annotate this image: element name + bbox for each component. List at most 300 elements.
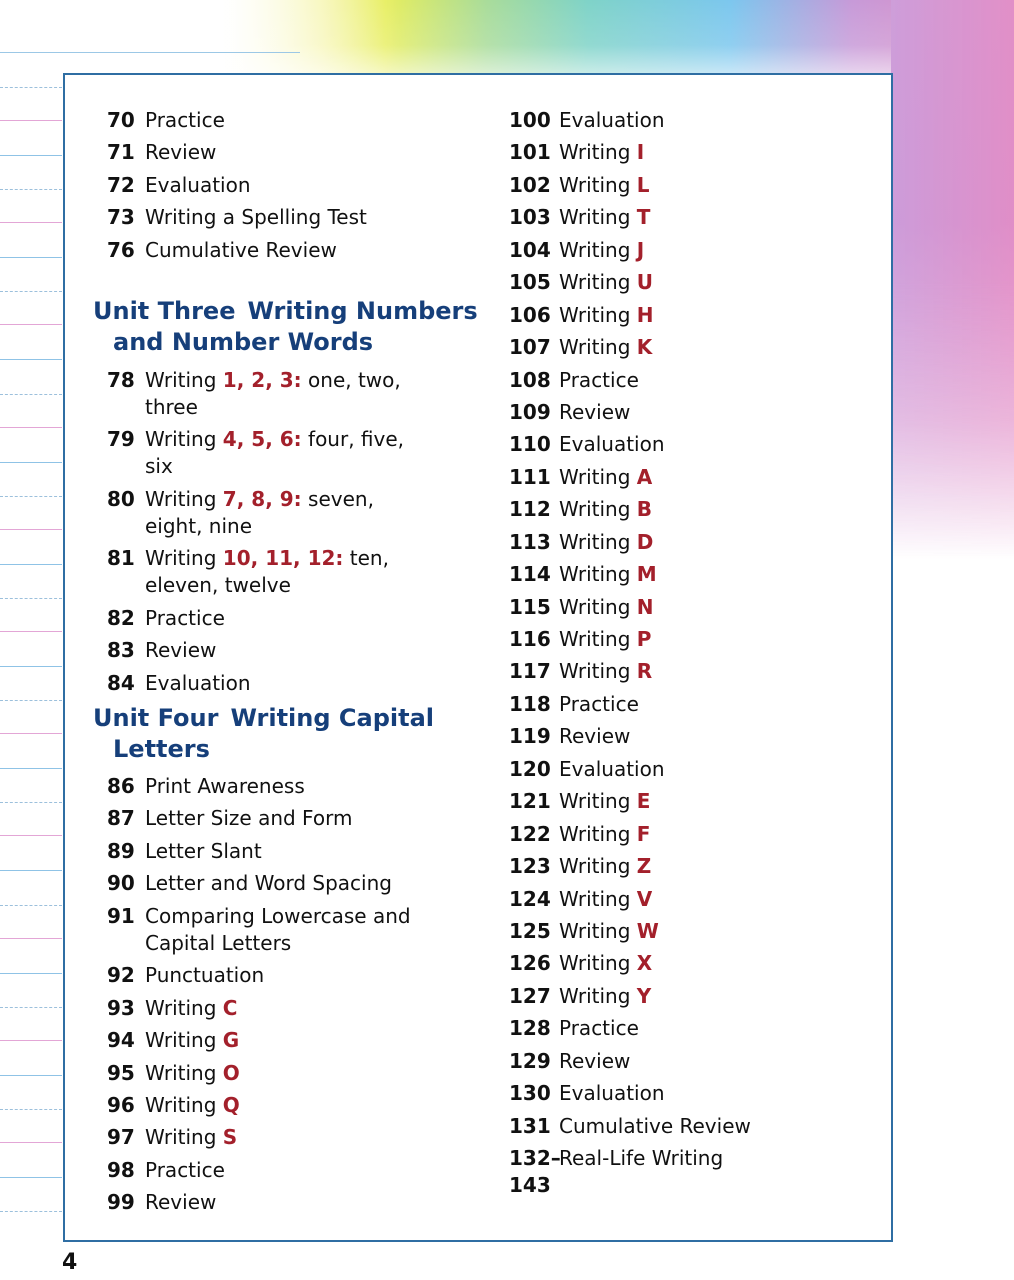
toc-entry: [107, 1157, 427, 1184]
top-rule-line: [0, 52, 300, 53]
unit-three-title-line1: Writing Numbers: [247, 297, 478, 325]
entry-text: Letter and Word Spacing: [145, 871, 392, 896]
page-ref: 79: [107, 427, 135, 452]
entry-title: [559, 691, 639, 718]
entry-text: Writing: [559, 302, 637, 327]
page-ref: 80: [107, 486, 135, 511]
entry-text: Writing: [559, 562, 637, 587]
toc-entry: [509, 691, 849, 718]
entry-text: Real-Life Writing: [559, 1146, 724, 1170]
page-ref: 76: [107, 237, 135, 262]
page-ref: 70: [107, 108, 135, 132]
page-ref: 73: [107, 205, 135, 230]
toc-entry: [509, 594, 849, 621]
toc-entry: [107, 903, 427, 957]
page-ref: 121: [509, 789, 551, 814]
highlighted-characters: R: [636, 659, 653, 684]
entry-text: Review: [559, 1048, 631, 1073]
entry-text: Practice: [559, 367, 639, 392]
highlighted-characters: B: [636, 497, 653, 522]
guide-line: [0, 700, 62, 701]
guide-line: [0, 155, 62, 156]
toc-entry: [509, 658, 849, 685]
toc-entry: [107, 605, 407, 632]
page-ref: 84: [107, 670, 135, 695]
entry-text: Writing: [145, 1125, 223, 1150]
entry-title: [559, 172, 650, 199]
highlighted-characters: S: [222, 1125, 238, 1150]
page-ref: 96: [107, 1092, 135, 1117]
guide-line: [0, 120, 62, 121]
entry-text-rest: four, five, six: [145, 427, 405, 479]
entry-title: [559, 626, 651, 653]
toc-entry: [107, 838, 427, 865]
toc-entry: [509, 334, 849, 361]
entry-title: [559, 1113, 751, 1140]
entry-title: [145, 870, 392, 897]
toc-entry: [107, 995, 427, 1022]
entry-text: Practice: [145, 605, 225, 630]
guide-line: [0, 496, 62, 497]
toc-entry: [509, 399, 849, 426]
entry-text: Cumulative Review: [145, 237, 337, 262]
left-column-section-a: [107, 107, 467, 269]
entry-text: Evaluation: [559, 108, 665, 132]
highlighted-characters: U: [636, 270, 654, 295]
guide-line: [0, 733, 62, 734]
toc-entry: [107, 637, 407, 664]
entry-title: [145, 1060, 240, 1087]
entry-text: Writing: [145, 995, 223, 1020]
highlighted-characters: Q: [222, 1092, 240, 1117]
guide-line: [0, 835, 62, 836]
entry-title: [559, 237, 644, 264]
page-ref: 125: [509, 918, 551, 943]
highlighted-characters: X: [636, 951, 653, 976]
toc-entry: [509, 886, 849, 913]
highlighted-characters: 1, 2, 3:: [222, 368, 302, 392]
entry-title: [559, 918, 659, 945]
entry-text: Evaluation: [145, 670, 251, 695]
guide-line: [0, 222, 62, 223]
entry-text: Review: [145, 638, 217, 663]
page-ref: 93: [107, 995, 135, 1020]
page-ref: 98: [107, 1157, 135, 1182]
toc-entry: [509, 756, 849, 783]
entry-title: [145, 139, 216, 166]
page-ref: 131: [509, 1113, 551, 1138]
toc-entry: [107, 805, 427, 832]
toc-entry: [107, 670, 407, 697]
entry-text: Writing: [559, 983, 637, 1008]
page-ref: 78: [107, 368, 135, 392]
page-ref: 82: [107, 605, 135, 630]
entry-title: [145, 367, 407, 421]
page-ref: 113: [509, 529, 551, 554]
entry-text: Writing: [145, 1092, 223, 1117]
highlighted-characters: 10, 11, 12:: [222, 546, 344, 571]
entry-title: [559, 1048, 630, 1075]
entry-title: [559, 950, 652, 977]
page-ref: 117: [509, 659, 551, 684]
entry-text-rest: ten, eleven, twelve: [145, 546, 389, 598]
page-ref: 122: [509, 821, 551, 846]
entry-text: Writing: [559, 497, 637, 522]
entry-text: Writing: [559, 140, 637, 165]
entry-title: [559, 399, 630, 426]
entry-title: [559, 594, 654, 621]
toc-entry: [107, 367, 407, 421]
toc-entry: [107, 107, 467, 134]
page-ref: 104: [509, 237, 551, 262]
page-ref: 123: [509, 854, 551, 879]
entry-title: [145, 1189, 216, 1216]
guide-line: [0, 1177, 62, 1178]
entry-title: [559, 658, 652, 685]
entry-title: [559, 788, 650, 815]
guide-line: [0, 938, 62, 939]
entry-title: [559, 204, 650, 231]
entry-title: [559, 1015, 639, 1042]
highlighted-characters: I: [636, 140, 645, 165]
entry-text: Practice: [559, 1016, 639, 1041]
highlighted-characters: O: [222, 1060, 240, 1085]
entry-text: Writing: [559, 854, 637, 879]
toc-entry: [509, 431, 849, 458]
guide-line: [0, 598, 62, 599]
page-ref: 81: [107, 546, 135, 571]
highlighted-characters: N: [636, 594, 654, 619]
toc-entry: [107, 237, 467, 264]
entry-text: Print Awareness: [145, 774, 305, 798]
entry-title: [145, 172, 251, 199]
highlighted-characters: 7, 8, 9:: [222, 486, 302, 511]
page-ref: 114: [509, 562, 551, 587]
toc-entry: [509, 983, 849, 1010]
entry-title: [145, 1092, 240, 1119]
guide-line: [0, 427, 62, 428]
entry-text: Writing: [559, 172, 637, 197]
page-ref: 89: [107, 838, 135, 863]
toc-entry: [509, 367, 849, 394]
page-ref: 106: [509, 302, 551, 327]
unit-four-label: Unit Four: [93, 704, 219, 732]
page-ref: 126: [509, 951, 551, 976]
page-ref: 95: [107, 1060, 135, 1085]
page-ref: 101: [509, 140, 551, 165]
entry-text: Comparing Lowercase and Capital Letters: [145, 903, 417, 955]
highlighted-characters: V: [636, 886, 653, 911]
entry-title: [559, 561, 657, 588]
toc-entry: [509, 1145, 849, 1199]
entry-text: Review: [145, 1190, 217, 1215]
toc-entry: [107, 172, 467, 199]
toc-entry: [107, 773, 427, 800]
toc-entry: [509, 918, 849, 945]
page-ref: 132–143: [509, 1146, 561, 1197]
background-fade-left: [0, 0, 400, 75]
toc-entry: [509, 204, 849, 231]
entry-text: Review: [559, 724, 631, 749]
highlighted-characters: M: [636, 562, 657, 587]
highlighted-characters: J: [636, 237, 645, 262]
toc-entry: [107, 1092, 427, 1119]
highlighted-characters: Z: [636, 854, 652, 879]
toc-entry: [509, 172, 849, 199]
unit-four-title-line1: Writing Capital: [230, 704, 435, 732]
entry-title: [145, 995, 237, 1022]
guide-line: [0, 1109, 62, 1110]
highlighted-characters: E: [636, 789, 651, 814]
entry-title: [559, 367, 639, 394]
toc-entry: [107, 962, 427, 989]
toc-entry: [107, 1060, 427, 1087]
page-ref: 87: [107, 806, 135, 831]
entry-text: Writing: [559, 886, 637, 911]
entry-title: [559, 723, 630, 750]
unit-four-title-line2: Letters: [113, 735, 210, 763]
entry-text: Evaluation: [559, 1081, 665, 1106]
entry-text: Evaluation: [559, 432, 665, 457]
entry-title: [145, 670, 251, 697]
entry-title: [559, 496, 652, 523]
guide-line: [0, 768, 62, 769]
entry-text: Letter Size and Form: [145, 806, 353, 831]
toc-entry: [509, 464, 849, 491]
entry-text: Writing: [559, 464, 637, 489]
entry-title: [145, 486, 407, 540]
page-ref: 111: [509, 464, 551, 489]
toc-entry: [509, 821, 849, 848]
guide-line: [0, 1007, 62, 1008]
entry-text: Writing: [559, 205, 637, 230]
highlighted-characters: K: [636, 335, 653, 360]
guide-line: [0, 631, 62, 632]
entry-text: Letter Slant: [145, 838, 262, 863]
entry-text: Writing: [559, 821, 637, 846]
highlighted-characters: P: [636, 627, 652, 651]
entry-text: Writing a Spelling Test: [145, 205, 367, 230]
guide-line: [0, 905, 62, 906]
page-ref: 71: [107, 140, 135, 165]
entry-title: [559, 464, 652, 491]
highlighted-characters: C: [222, 995, 238, 1020]
toc-entry: [509, 561, 849, 588]
page-ref: 83: [107, 638, 135, 663]
page-ref: 72: [107, 172, 135, 197]
entry-title: [145, 605, 225, 632]
page-ref: 112: [509, 497, 551, 522]
entry-text: Writing: [559, 659, 637, 684]
highlighted-characters: F: [636, 821, 651, 846]
highlighted-characters: A: [636, 464, 653, 489]
highlighted-characters: H: [636, 302, 654, 327]
entry-title: [559, 821, 650, 848]
entry-title: [145, 107, 225, 134]
page-ref: 102: [509, 172, 551, 197]
guide-line: [0, 359, 62, 360]
toc-entry: [509, 723, 849, 750]
page-ref: 97: [107, 1125, 135, 1150]
entry-text: Writing: [559, 270, 637, 295]
page-ref: 118: [509, 691, 551, 716]
entry-title: [145, 237, 337, 264]
page-ref: 115: [509, 594, 551, 619]
highlighted-characters: Y: [636, 983, 652, 1008]
entry-text: Review: [559, 399, 631, 424]
toc-entry: [509, 1080, 849, 1107]
guide-line: [0, 870, 62, 871]
toc-entry: [107, 1027, 427, 1054]
entry-text: Review: [145, 140, 217, 165]
highlighted-characters: W: [636, 918, 659, 943]
entry-text: Evaluation: [559, 756, 665, 781]
toc-entry: [107, 870, 427, 897]
toc-entry: [509, 496, 849, 523]
toc-entry: [107, 486, 407, 540]
page-ref: 127: [509, 983, 551, 1008]
entry-text: Writing: [559, 918, 637, 943]
entry-text: Punctuation: [145, 963, 265, 988]
toc-entry: [509, 302, 849, 329]
page-ref: 119: [509, 724, 551, 749]
guide-line: [0, 324, 62, 325]
guide-line: [0, 1211, 62, 1212]
toc-entry: [509, 626, 849, 653]
guide-line: [0, 291, 62, 292]
entry-title: [559, 302, 654, 329]
toc-entry: [509, 139, 849, 166]
page-ref: 86: [107, 774, 135, 798]
toc-entry: [107, 545, 407, 599]
entry-text: Writing: [145, 1028, 223, 1053]
entry-text: Writing: [145, 486, 223, 511]
page-ref: 128: [509, 1016, 551, 1041]
entry-title: [145, 1027, 239, 1054]
unit-four-heading: [93, 703, 493, 765]
page-ref: 105: [509, 270, 551, 295]
guide-line: [0, 1142, 62, 1143]
entry-text: Writing: [559, 594, 637, 619]
unit-three-list: [107, 367, 407, 702]
guide-line: [0, 529, 62, 530]
right-column-list: [509, 107, 849, 1204]
entry-text: Writing: [145, 1060, 223, 1085]
entry-text: Writing: [559, 529, 637, 554]
rainbow-chalk-background-right-tint: [891, 0, 1014, 560]
guide-line: [0, 564, 62, 565]
unit-three-title-line2: and Number Words: [113, 328, 374, 356]
toc-entry: [509, 788, 849, 815]
toc-entry: [509, 237, 849, 264]
toc-entry: [107, 139, 467, 166]
entry-title: [559, 334, 652, 361]
entry-text: Practice: [559, 691, 639, 716]
entry-text-rest: seven, eight, nine: [145, 486, 374, 538]
unit-three-heading: [93, 296, 493, 358]
toc-entry: [107, 204, 467, 231]
page-ref: 107: [509, 335, 551, 360]
page-ref: 124: [509, 886, 551, 911]
unit-four-list: [107, 773, 427, 1222]
entry-text: Writing: [145, 368, 223, 392]
entry-text: Practice: [145, 1157, 225, 1182]
entry-title: [559, 853, 651, 880]
unit-three-label: Unit Three: [93, 297, 236, 325]
entry-text: Writing: [559, 951, 637, 976]
toc-entry: [509, 950, 849, 977]
highlighted-characters: G: [222, 1028, 240, 1053]
entry-title: [145, 773, 305, 800]
entry-text: Practice: [145, 108, 225, 132]
highlighted-characters: T: [636, 205, 651, 230]
guide-line: [0, 1040, 62, 1041]
entry-title: [145, 805, 352, 832]
guide-line: [0, 462, 62, 463]
page-ref: 92: [107, 963, 135, 988]
guide-line: [0, 802, 62, 803]
entry-text-rest: one, two, three: [145, 368, 401, 419]
entry-title: [559, 107, 665, 134]
entry-title: [145, 1124, 237, 1151]
page-ref: 109: [509, 399, 551, 424]
guide-line: [0, 1075, 62, 1076]
page-ref: 103: [509, 205, 551, 230]
toc-entry: [509, 1113, 849, 1140]
entry-title: [559, 269, 653, 296]
guide-line: [0, 87, 62, 88]
toc-entry: [107, 426, 407, 480]
highlighted-characters: D: [636, 529, 654, 554]
entry-title: [559, 983, 651, 1010]
entry-title: [145, 838, 262, 865]
guide-line: [0, 189, 62, 190]
guide-line: [0, 973, 62, 974]
entry-title: [145, 962, 264, 989]
guide-line: [0, 394, 62, 395]
page-ref: 130: [509, 1081, 551, 1106]
toc-entry: [509, 853, 849, 880]
page-ref: 91: [107, 903, 135, 928]
entry-title: [559, 431, 665, 458]
entry-text: Writing: [559, 789, 637, 814]
entry-title: [145, 903, 427, 957]
toc-entry: [509, 529, 849, 556]
page-ref: 108: [509, 367, 551, 392]
toc-entry: [107, 1124, 427, 1151]
page-ref: 110: [509, 432, 551, 457]
page-ref: 116: [509, 627, 551, 651]
highlighted-characters: 4, 5, 6:: [222, 427, 302, 452]
toc-entry: [107, 1189, 427, 1216]
entry-text: Writing: [145, 546, 223, 571]
page-number: 4: [62, 1250, 78, 1275]
entry-title: [559, 1080, 665, 1107]
entry-title: [145, 545, 407, 599]
page-ref: 100: [509, 108, 551, 132]
entry-title: [559, 886, 652, 913]
entry-text: Writing: [559, 237, 637, 262]
page-ref: 129: [509, 1048, 551, 1073]
entry-title: [145, 1157, 225, 1184]
entry-text: Cumulative Review: [559, 1113, 751, 1138]
page-ref: 99: [107, 1190, 135, 1215]
entry-title: [145, 204, 367, 231]
page-ref: 94: [107, 1028, 135, 1053]
guide-line: [0, 666, 62, 667]
toc-entry: [509, 269, 849, 296]
entry-text: Writing: [559, 627, 637, 651]
